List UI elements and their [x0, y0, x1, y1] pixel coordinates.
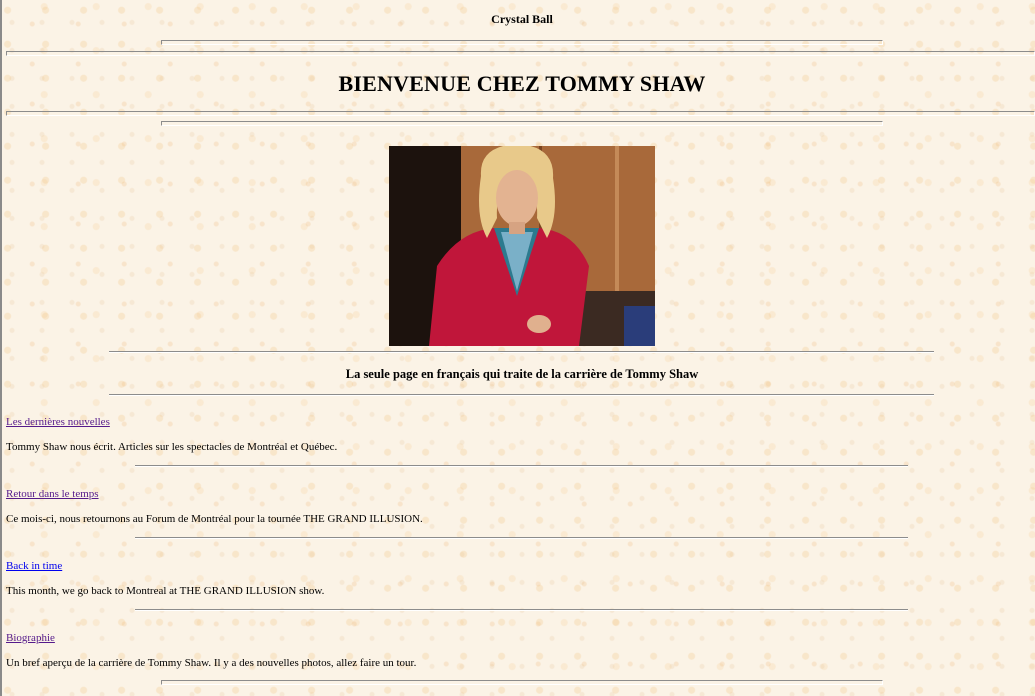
portrait-photo — [389, 146, 655, 346]
divider — [6, 111, 1035, 116]
section-description: Ce mois-ci, nous retournons au Forum de Montréal pour la tournée THE GRAND ILLUSION. — [6, 513, 423, 525]
section-description: This month, we go back to Montreal at THE GRAND ILLUSION show. — [6, 585, 325, 597]
window-left-edge — [0, 0, 2, 696]
link-back-in-time-en[interactable]: Back in time — [6, 560, 63, 572]
divider — [161, 40, 883, 45]
divider — [161, 680, 883, 685]
link-back-in-time-fr[interactable]: Retour dans le temps — [6, 488, 99, 500]
link-biography[interactable]: Biographie — [6, 632, 55, 644]
divider — [6, 51, 1035, 56]
divider — [109, 351, 934, 353]
divider — [109, 394, 934, 396]
divider — [161, 121, 883, 126]
section-description: Tommy Shaw nous écrit. Articles sur les spectacles de Montréal et Québec. — [6, 441, 338, 453]
divider — [135, 609, 908, 611]
tagline: La seule page en français qui traite de la carrière de Tommy Shaw — [345, 367, 699, 381]
link-latest-news[interactable]: Les dernières nouvelles — [6, 416, 110, 428]
section-description: Un bref aperçu de la carrière de Tommy Shaw. Il y a des nouvelles photos, allez faire un tour. — [6, 657, 417, 669]
page-title: BIENVENUE CHEZ TOMMY SHAW — [338, 71, 706, 96]
site-name: Crystal Ball — [491, 12, 553, 26]
divider — [135, 465, 908, 467]
divider — [135, 537, 908, 539]
